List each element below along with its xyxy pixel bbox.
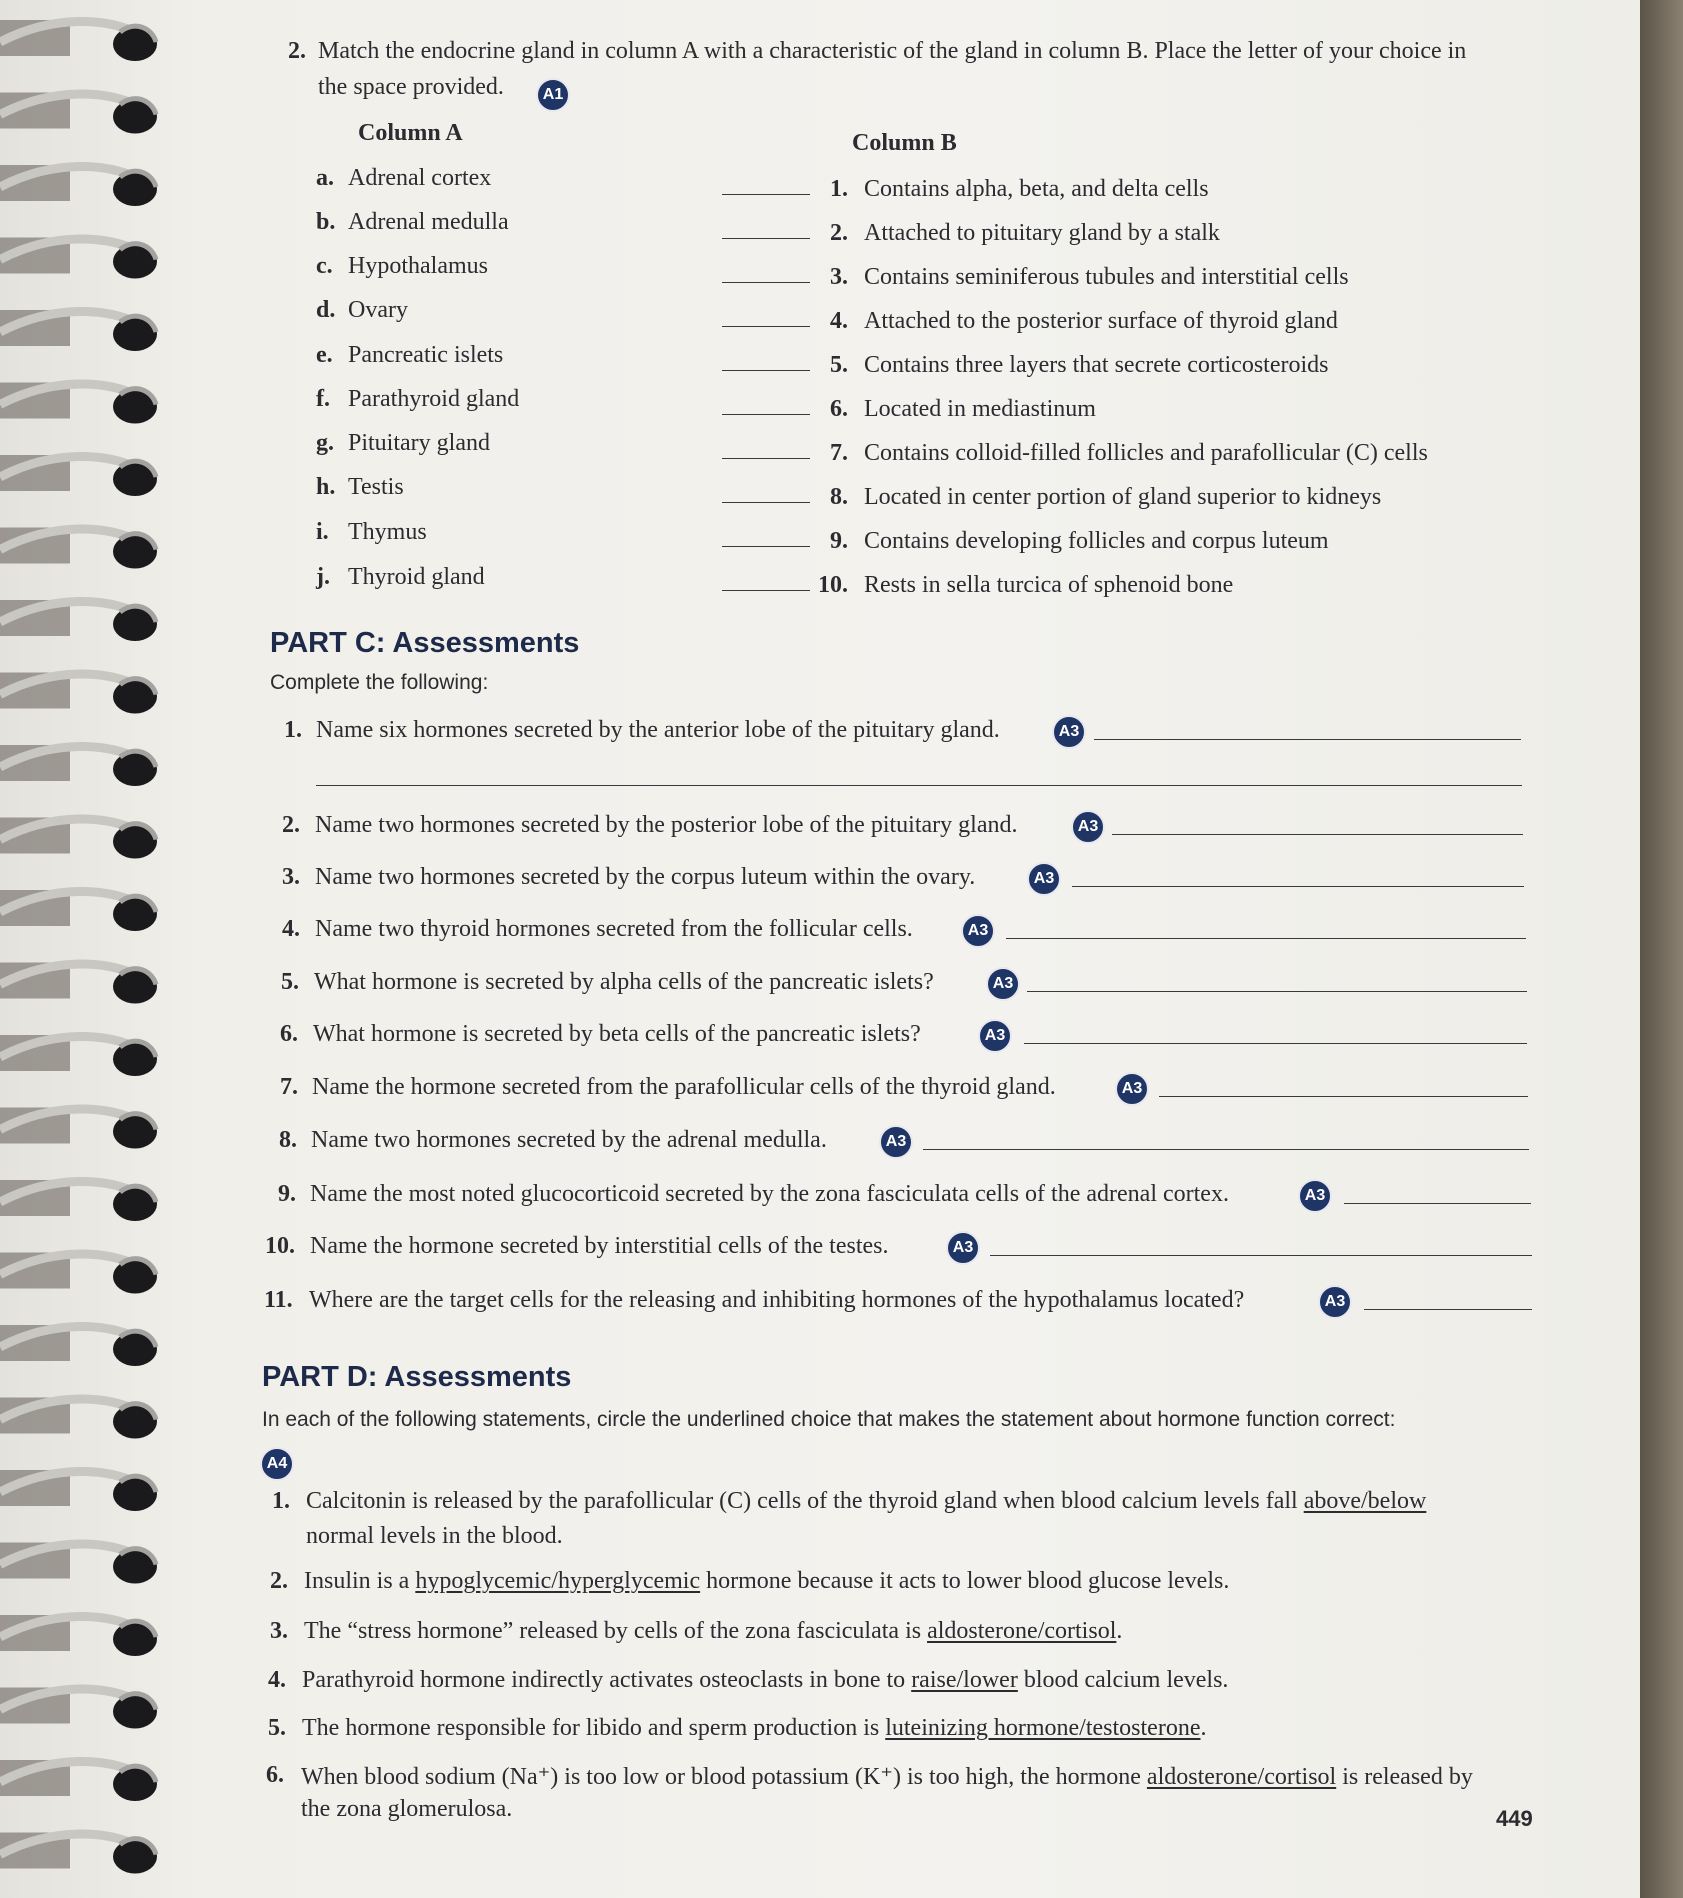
part-d-statement-number: 3. — [270, 1618, 288, 1644]
part-c-question-number: 5. — [281, 969, 299, 995]
part-c-badge: A3 — [1071, 810, 1105, 844]
column-a-item: Hypothalamus — [348, 253, 488, 279]
statement-text: Parathyroid hormone indirectly activates osteoclasts in bone to — [302, 1667, 912, 1693]
statement-text: The hormone responsible for libido and sperm production is — [302, 1715, 886, 1741]
part-c-question-number: 8. — [279, 1127, 297, 1153]
column-b-item: Contains seminiferous tubules and interstitial cells — [864, 264, 1349, 290]
part-c-question-text: Name the hormone secreted from the parafollicular cells of the thyroid gland. — [312, 1074, 1056, 1100]
part-d-statement-number: 1. — [272, 1488, 290, 1514]
column-b-item: Contains alpha, beta, and delta cells — [864, 176, 1209, 202]
answer-blank[interactable] — [722, 326, 810, 327]
column-b-number: 1. — [830, 176, 848, 202]
part-c-question-number: 4. — [282, 916, 300, 942]
answer-blank[interactable] — [722, 458, 810, 459]
part-c-badge: A3 — [978, 1019, 1012, 1053]
part-d-statement-number: 2. — [270, 1568, 288, 1594]
answer-line[interactable] — [1364, 1309, 1532, 1310]
underlined-choice[interactable]: hypoglycemic/hyperglycemic — [415, 1568, 701, 1594]
part-d-statement-number: 5. — [268, 1715, 286, 1741]
column-b-item: Located in mediastinum — [864, 396, 1096, 422]
column-a-letter: a. — [316, 165, 334, 191]
part-c-badge: A3 — [1052, 715, 1086, 749]
part-c-question-text: Name two hormones secreted by the adrenal medulla. — [311, 1127, 827, 1153]
column-a-item: Thymus — [348, 519, 427, 545]
column-b-number: 10. — [818, 572, 848, 598]
part-c-question-number: 1. — [284, 717, 302, 743]
q2-badge: A1 — [536, 78, 570, 112]
column-b-item: Located in center portion of gland superior to kidneys — [864, 484, 1382, 510]
part-c-question-number: 3. — [282, 864, 300, 890]
part-d-statement — [304, 1618, 1122, 1645]
statement-text: When blood sodium (Na⁺) is too low or blood potassium (K⁺) is too high, the hormone — [301, 1764, 1147, 1790]
answer-line[interactable] — [1159, 1096, 1528, 1097]
underlined-choice[interactable]: raise/lower — [911, 1667, 1018, 1693]
column-b-number: 2. — [830, 220, 848, 246]
part-d-statement — [306, 1488, 1426, 1515]
part-c-question-text: Name two hormones secreted by the posterior lobe of the pituitary gland. — [315, 812, 1018, 838]
part-c-question-number: 9. — [278, 1181, 296, 1207]
column-b-number: 8. — [830, 484, 848, 510]
part-c-badge: A3 — [946, 1231, 980, 1265]
part-c-question-number: 6. — [280, 1021, 298, 1047]
column-a-letter: b. — [316, 209, 336, 235]
column-a-header: Column A — [358, 120, 463, 146]
column-b-item: Contains developing follicles and corpus luteum — [864, 528, 1329, 554]
part-c-question-text: Where are the target cells for the releasing and inhibiting hormones of the hypothalamus located? — [309, 1287, 1245, 1313]
answer-blank[interactable] — [722, 370, 810, 371]
part-d-statement-number: 4. — [268, 1667, 286, 1693]
part-d-statement — [302, 1667, 1228, 1694]
part-c-question-number: 7. — [280, 1074, 298, 1100]
column-b-number: 6. — [830, 396, 848, 422]
column-a-letter: f. — [316, 386, 330, 412]
underlined-choice[interactable]: above/below — [1303, 1488, 1427, 1514]
answer-blank[interactable] — [722, 590, 810, 591]
column-a-letter: e. — [316, 342, 333, 368]
column-a-letter: j. — [316, 564, 330, 590]
column-a-item: Pituitary gland — [348, 430, 490, 456]
part-c-question-text: What hormone is secreted by beta cells of the pancreatic islets? — [313, 1021, 921, 1047]
column-b-number: 9. — [830, 528, 848, 554]
statement-text-end: . — [1200, 1715, 1207, 1741]
q2-text-line2: the space provided. — [318, 74, 504, 100]
part-c-question-text: Name the most noted glucocorticoid secreted by the zona fasciculata cells of the adrenal cortex. — [310, 1181, 1229, 1207]
answer-blank[interactable] — [722, 546, 810, 547]
column-b-item: Contains colloid-filled follicles and parafollicular (C) cells — [864, 440, 1428, 466]
answer-line[interactable] — [1006, 938, 1526, 939]
statement-text-end: . — [1116, 1618, 1123, 1644]
answer-line[interactable] — [1072, 886, 1524, 887]
underlined-choice[interactable]: luteinizing hormone/testosterone — [885, 1715, 1201, 1741]
answer-line[interactable] — [1112, 834, 1523, 835]
column-b-number: 4. — [830, 308, 848, 334]
answer-line[interactable] — [1344, 1203, 1531, 1204]
part-d-statement-continued: the zona glomerulosa. — [301, 1796, 513, 1822]
part-d-statement — [302, 1715, 1206, 1742]
part-c-badge: A3 — [1298, 1179, 1332, 1213]
answer-blank[interactable] — [722, 282, 810, 283]
answer-line[interactable] — [1094, 739, 1521, 740]
column-b-item: Attached to the posterior surface of thyroid gland — [864, 308, 1338, 334]
underlined-choice[interactable]: aldosterone/cortisol — [1146, 1764, 1337, 1790]
answer-blank[interactable] — [722, 194, 810, 195]
answer-blank[interactable] — [722, 414, 810, 415]
part-c-question-number: 11. — [264, 1287, 293, 1313]
part-c-question-number: 2. — [282, 812, 300, 838]
part-d-statement-number: 6. — [266, 1762, 284, 1788]
column-a-item: Thyroid gland — [348, 564, 485, 590]
answer-line[interactable] — [990, 1255, 1532, 1256]
part-d-statement-continued: normal levels in the blood. — [306, 1523, 563, 1549]
column-b-item: Attached to pituitary gland by a stalk — [864, 220, 1220, 246]
column-b-item: Rests in sella turcica of sphenoid bone — [864, 572, 1234, 598]
column-b-item: Contains three layers that secrete corticosteroids — [864, 352, 1329, 378]
column-b-number: 5. — [830, 352, 848, 378]
answer-blank[interactable] — [722, 238, 810, 239]
column-a-item: Adrenal medulla — [348, 209, 509, 235]
column-a-item: Ovary — [348, 297, 408, 323]
part-c-badge: A3 — [879, 1125, 913, 1159]
column-a-item: Adrenal cortex — [348, 165, 492, 191]
part-c-question-text: What hormone is secreted by alpha cells of the pancreatic islets? — [314, 969, 934, 995]
page-number: 449 — [1496, 1806, 1533, 1831]
answer-line-extra[interactable] — [316, 785, 1522, 786]
answer-line[interactable] — [923, 1149, 1529, 1150]
column-a-letter: g. — [316, 430, 334, 456]
part-c-question-text: Name two thyroid hormones secreted from the follicular cells. — [315, 916, 913, 942]
part-d-statement — [301, 1762, 1473, 1791]
statement-text-end: hormone because it acts to lower blood glucose levels. — [700, 1568, 1230, 1594]
part-d-heading: PART D: Assessments — [262, 1361, 572, 1393]
statement-text: The “stress hormone” released by cells of the zona fasciculata is — [304, 1618, 928, 1644]
answer-line[interactable] — [1024, 1043, 1527, 1044]
column-a-item: Pancreatic islets — [348, 342, 504, 368]
underlined-choice[interactable]: aldosterone/cortisol — [927, 1618, 1117, 1644]
part-c-badge: A3 — [1115, 1072, 1149, 1106]
column-b-number: 3. — [830, 264, 848, 290]
part-d-statement — [304, 1568, 1229, 1595]
column-b-header: Column B — [852, 130, 957, 156]
part-c-badge: A3 — [961, 914, 995, 948]
part-c-heading: PART C: Assessments — [270, 627, 580, 659]
q2-text-line1: Match the endocrine gland in column A with a characteristic of the gland in column B. Place the letter of your choice in — [318, 38, 1467, 64]
column-a-letter: c. — [316, 253, 333, 279]
column-a-letter: i. — [316, 519, 329, 545]
column-a-letter: d. — [316, 297, 336, 323]
answer-line[interactable] — [1027, 991, 1527, 992]
part-c-question-text: Name six hormones secreted by the anterior lobe of the pituitary gland. — [316, 717, 1000, 743]
column-a-item: Testis — [348, 474, 404, 500]
page-edge — [1640, 0, 1683, 1898]
part-c-question-text: Name the hormone secreted by interstitial cells of the testes. — [310, 1233, 889, 1259]
part-d-instruction: In each of the following statements, circle the underlined choice that makes the statement about hormone function correct: — [262, 1408, 1396, 1431]
part-c-question-text: Name two hormones secreted by the corpus luteum within the ovary. — [315, 864, 976, 890]
spiral-binding — [0, 0, 175, 1898]
part-c-badge: A3 — [1318, 1285, 1352, 1319]
column-a-letter: h. — [316, 474, 336, 500]
answer-blank[interactable] — [722, 502, 810, 503]
column-b-number: 7. — [830, 440, 848, 466]
part-c-badge: A3 — [986, 967, 1020, 1001]
statement-text-end: is released by — [1336, 1764, 1473, 1790]
part-c-badge: A3 — [1027, 862, 1061, 896]
statement-text-end: blood calcium levels. — [1017, 1667, 1229, 1693]
statement-text: Insulin is a — [304, 1568, 416, 1594]
statement-text: Calcitonin is released by the parafollicular (C) cells of the thyroid gland when blood calcium levels fall — [306, 1488, 1304, 1514]
part-d-badge: A4 — [260, 1447, 294, 1481]
part-c-question-number: 10. — [265, 1233, 295, 1259]
column-a-item: Parathyroid gland — [348, 386, 520, 412]
q2-number: 2. — [288, 38, 306, 64]
part-c-instruction: Complete the following: — [270, 671, 489, 694]
